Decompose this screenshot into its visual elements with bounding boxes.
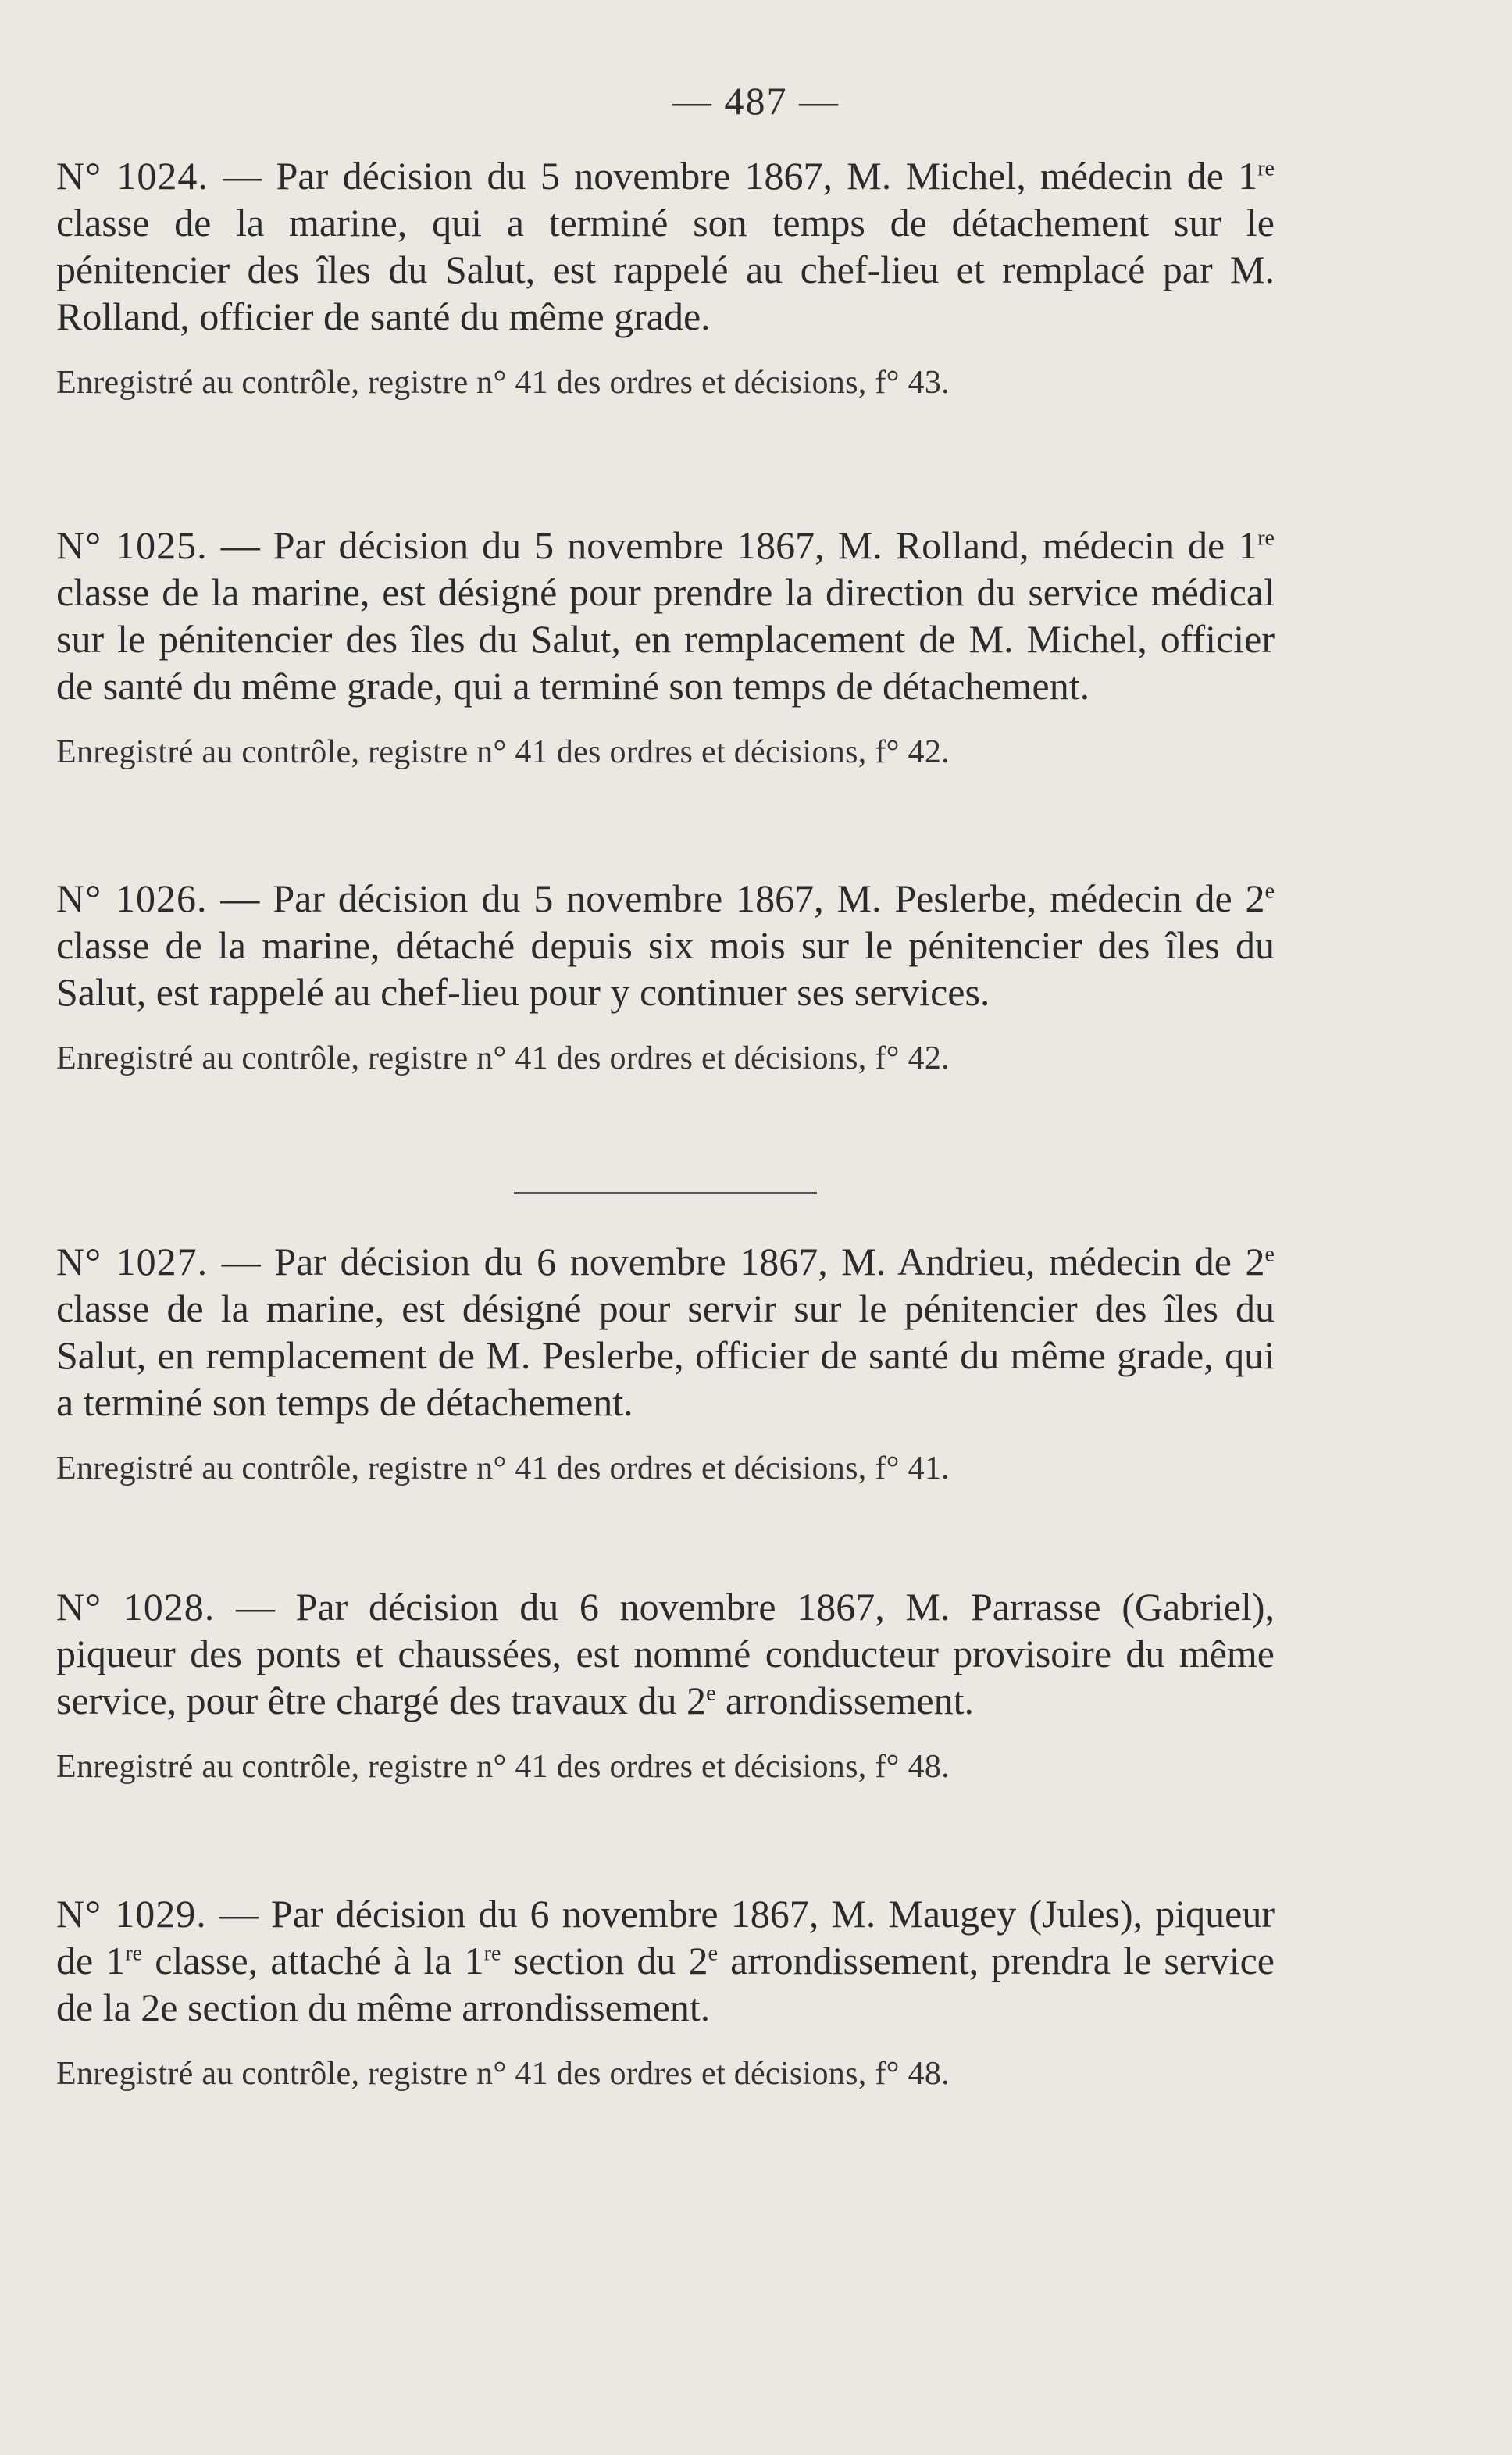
registration-note: Enregistré au contrôle, registre n° 41 des ordres et décisions, f° 48. <box>56 2056 950 2092</box>
entry-text-continued: classe de la marine, est désigné pour prendre la direction du service médical sur le pénitencier des îles du Salut, en remplacement de M. Michel, officier de santé du même grade, qui a terminé son temps de détachement. <box>56 570 1275 708</box>
ordinal-suffix: e <box>708 1941 718 1966</box>
ordinal-suffix: e <box>1264 1242 1275 1267</box>
entry-number: N° 1028. <box>56 1585 216 1629</box>
ordinal-suffix: re <box>1257 526 1275 551</box>
entry-text-continued: classe de la marine, est désigné pour servir sur le pénitencier des îles du Salut, en remplacement de M. Peslerbe, officier de santé du même grade, qui a terminé son temps de détachement. <box>56 1286 1275 1424</box>
decision-entry-1024 <box>56 152 1275 402</box>
entry-text-continued: classe de la marine, qui a terminé son temps de détachement sur le pénitencier des îles du Salut, est rappelé au chef-lieu et remplacé par M. Rolland, officier de santé du même grade. <box>56 201 1275 338</box>
entry-text-continued: section du 2 <box>501 1939 708 1982</box>
ordinal-suffix: re <box>483 1941 501 1966</box>
entry-text-continued: classe, attaché à la 1 <box>142 1939 484 1982</box>
registration-note: Enregistré au contrôle, registre n° 41 des ordres et décisions, f° 41. <box>56 1451 950 1486</box>
entry-number: N° 1025. <box>56 523 208 567</box>
entry-number: N° 1026. <box>56 876 208 920</box>
registration-note: Enregistré au contrôle, registre n° 41 des ordres et décisions, f° 42. <box>56 734 950 770</box>
decision-entry-1025 <box>56 522 1275 772</box>
entry-text: — Par décision du 6 novembre 1867, M. Andrieu, médecin de 2 <box>208 1240 1265 1283</box>
entry-body <box>56 875 1275 1015</box>
decision-entry-1027 <box>56 1238 1275 1488</box>
entry-body <box>56 1890 1275 2031</box>
decision-entry-1028 <box>56 1583 1275 1786</box>
entry-number: N° 1027. <box>56 1240 209 1283</box>
entry-number: N° 1024. <box>56 154 209 198</box>
entry-body <box>56 152 1275 340</box>
entry-text: — Par décision du 5 novembre 1867, M. Peslerbe, médecin de 2 <box>207 876 1265 920</box>
entry-text: — Par décision du 6 novembre 1867, M. Maugey (Jules), piqueur de 1 <box>56 1892 1275 1982</box>
registration-note: Enregistré au contrôle, registre n° 41 des ordres et décisions, f° 43. <box>56 365 950 401</box>
ordinal-suffix: re <box>1257 156 1275 181</box>
entry-text: — Par décision du 5 novembre 1867, M. Michel, médecin de 1 <box>208 154 1258 198</box>
registration-note: Enregistré au contrôle, registre n° 41 des ordres et décisions, f° 42. <box>56 1040 950 1076</box>
entry-text: — Par décision du 5 novembre 1867, M. Rolland, médecin de 1 <box>207 523 1258 567</box>
entry-text: — Par décision du 6 novembre 1867, M. Parrasse (Gabriel), piqueur des ponts et chaussées, est nommé conducteur provisoire du même service, pour être chargé des travaux du 2 <box>56 1585 1275 1722</box>
section-divider <box>514 1192 817 1194</box>
decision-entry-1029 <box>56 1890 1275 2093</box>
entry-body <box>56 1583 1275 1724</box>
entry-text-continued: arrondissement. <box>715 1679 974 1722</box>
registration-note: Enregistré au contrôle, registre n° 41 des ordres et décisions, f° 48. <box>56 1749 950 1785</box>
entry-body <box>56 522 1275 709</box>
entry-body <box>56 1238 1275 1426</box>
entry-text-continued: classe de la marine, détaché depuis six mois sur le pénitencier des îles du Salut, est rappelé au chef-lieu pour y continuer ses services. <box>56 923 1275 1014</box>
decision-entry-1026 <box>56 875 1275 1078</box>
ordinal-suffix: re <box>125 1941 143 1966</box>
ordinal-suffix: e <box>706 1681 716 1706</box>
page-folio: — 487 — <box>672 79 840 123</box>
entry-number: N° 1029. <box>56 1892 207 1936</box>
ordinal-suffix: e <box>1264 879 1275 904</box>
entry-text-continued: arrondissement, prendra le service de la 2e section du même arrondissement. <box>56 1939 1275 2029</box>
